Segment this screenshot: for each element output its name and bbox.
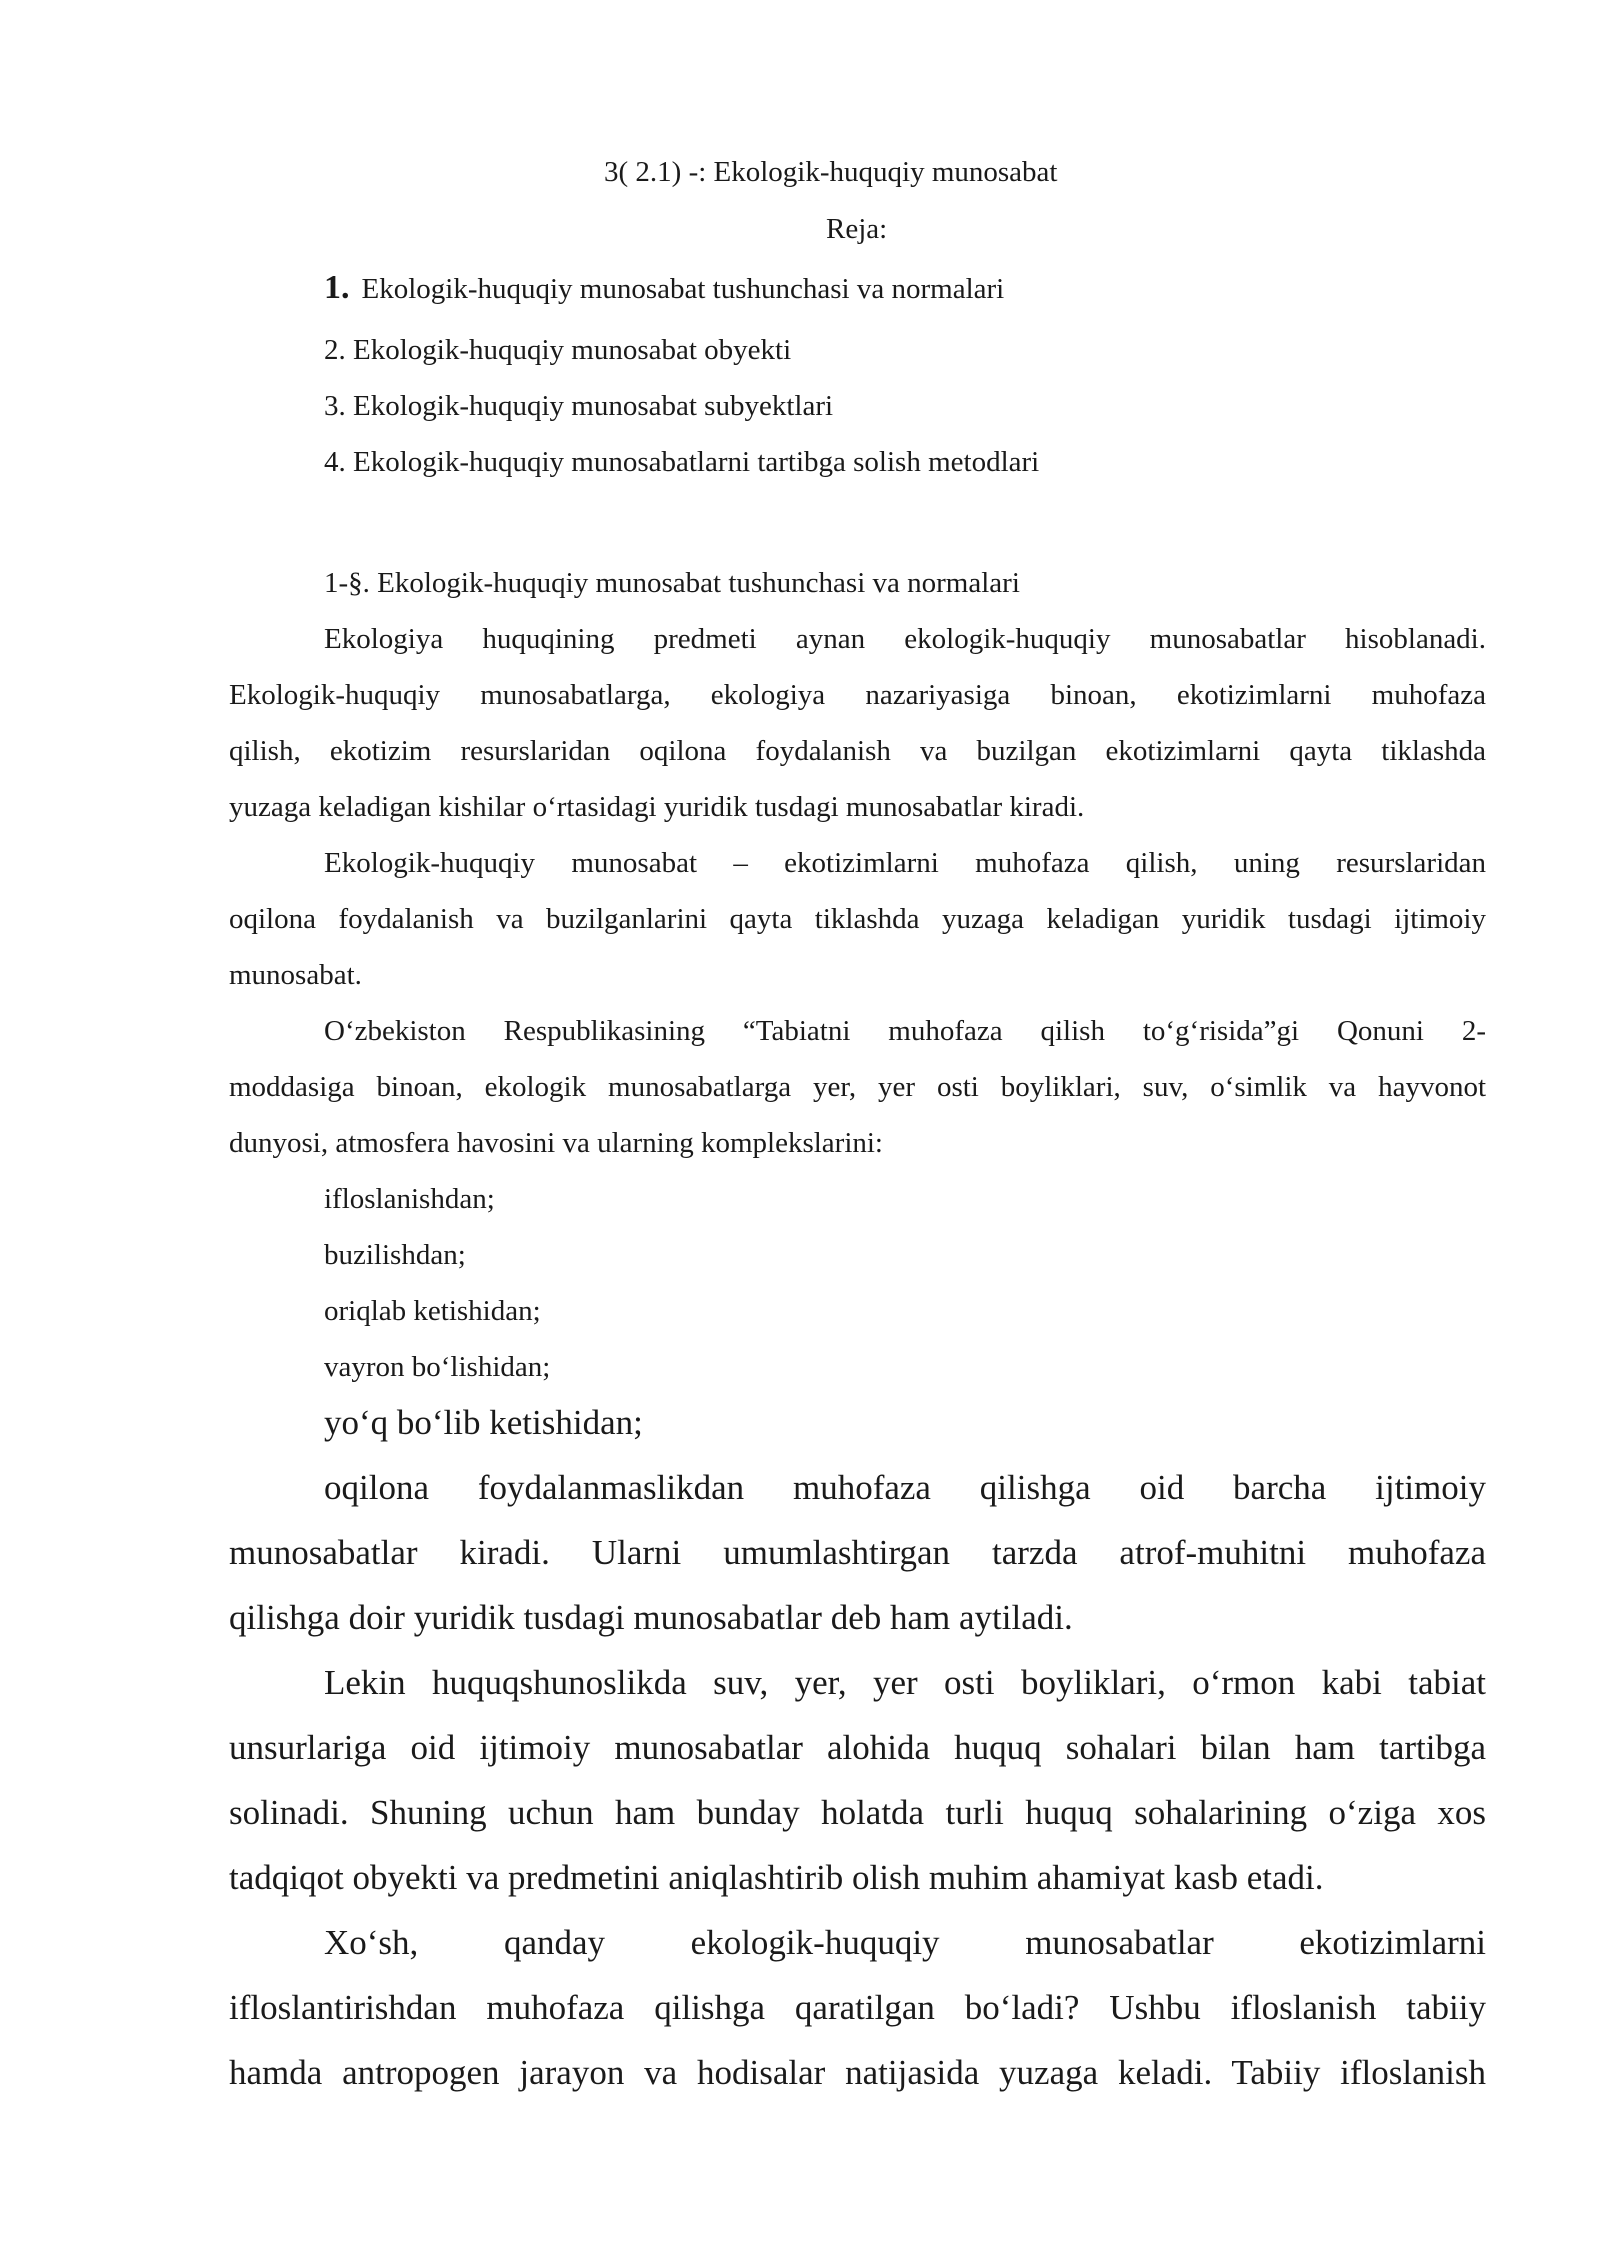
plan-item-4: 4. Ekologik-huquqiy munosabatlarni tartibga solish metodlari	[324, 446, 1040, 478]
section-heading: 1-§. Ekologik-huquqiy munosabat tushunchasi va normalari	[324, 567, 1020, 599]
plan-item-1-number: 1.	[324, 269, 350, 306]
plan-item-3: 3. Ekologik-huquqiy munosabat subyektlari	[324, 390, 834, 422]
list-item: vayron bo‘lishidan;	[324, 1351, 551, 1383]
paragraph-line: moddasiga binoan, ekologik munosabatlarga yer, yer osti boyliklari, suv, o‘simlik va hayvonot	[229, 1071, 1486, 1103]
plan-item-2: 2. Ekologik-huquqiy munosabat obyekti	[324, 334, 792, 366]
plan-item-1	[324, 268, 1004, 309]
paragraph-line: munosabatlar kiradi. Ularni umumlashtirgan tarzda atrof-muhitni muhofaza	[229, 1533, 1486, 1572]
list-item: buzilishdan;	[324, 1239, 466, 1271]
plan-item-1-text: Ekologik-huquqiy munosabat tushunchasi va normalari	[361, 273, 1005, 305]
paragraph-line: tadqiqot obyekti va predmetini aniqlashtirib olish muhim ahamiyat kasb etadi.	[229, 1858, 1324, 1897]
paragraph-line: dunyosi, atmosfera havosini va ularning komplekslarini:	[229, 1127, 883, 1159]
paragraph-line: oqilona foydalanish va buzilganlarini qayta tiklashda yuzaga keladigan yuridik tusdagi ijtimoiy	[229, 903, 1486, 935]
document-title: 3( 2.1) -: Ekologik-huquqiy munosabat	[604, 156, 1058, 188]
list-item: yo‘q bo‘lib ketishidan;	[324, 1403, 643, 1442]
paragraph-line: O‘zbekiston Respublikasining “Tabiatni muhofaza qilish to‘g‘risida”gi Qonuni 2-	[324, 1015, 1486, 1047]
paragraph-line: oqilona foydalanmaslikdan muhofaza qilishga oid barcha ijtimoiy	[324, 1468, 1486, 1507]
paragraph-line: unsurlariga oid ijtimoiy munosabatlar alohida huquq sohalari bilan ham tartibga	[229, 1728, 1486, 1767]
paragraph-line: Ekologik-huquqiy munosabatlarga, ekologiya nazariyasiga binoan, ekotizimlarni muhofaza	[229, 679, 1486, 711]
list-item: oriqlab ketishidan;	[324, 1295, 541, 1327]
paragraph-line: qilishga doir yuridik tusdagi munosabatlar deb ham aytiladi.	[229, 1598, 1073, 1637]
paragraph-line: Ekologiya huquqining predmeti aynan ekologik-huquqiy munosabatlar hisoblanadi.	[324, 623, 1486, 655]
paragraph-line: yuzaga keladigan kishilar o‘rtasidagi yuridik tusdagi munosabatlar kiradi.	[229, 791, 1085, 823]
paragraph-line: qilish, ekotizim resurslaridan oqilona foydalanish va buzilgan ekotizimlarni qayta tiklashda	[229, 735, 1486, 767]
paragraph-line: solinadi. Shuning uchun ham bunday holatda turli huquq sohalarining o‘ziga xos	[229, 1793, 1486, 1832]
paragraph-line: ifloslantirishdan muhofaza qilishga qaratilgan bo‘ladi? Ushbu ifloslanish tabiiy	[229, 1988, 1486, 2027]
paragraph-line: Xo‘sh, qanday ekologik-huquqiy munosabatlar ekotizimlarni	[324, 1923, 1486, 1962]
list-item: ifloslanishdan;	[324, 1183, 495, 1215]
paragraph-line: Ekologik-huquqiy munosabat – ekotizimlarni muhofaza qilish, uning resurslaridan	[324, 847, 1486, 879]
plan-heading: Reja:	[826, 213, 888, 245]
paragraph-line: munosabat.	[229, 959, 362, 991]
paragraph-line: hamda antropogen jarayon va hodisalar natijasida yuzaga keladi. Tabiiy ifloslanish	[229, 2053, 1486, 2092]
paragraph-line: Lekin huquqshunoslikda suv, yer, yer osti boyliklari, o‘rmon kabi tabiat	[324, 1663, 1486, 1702]
